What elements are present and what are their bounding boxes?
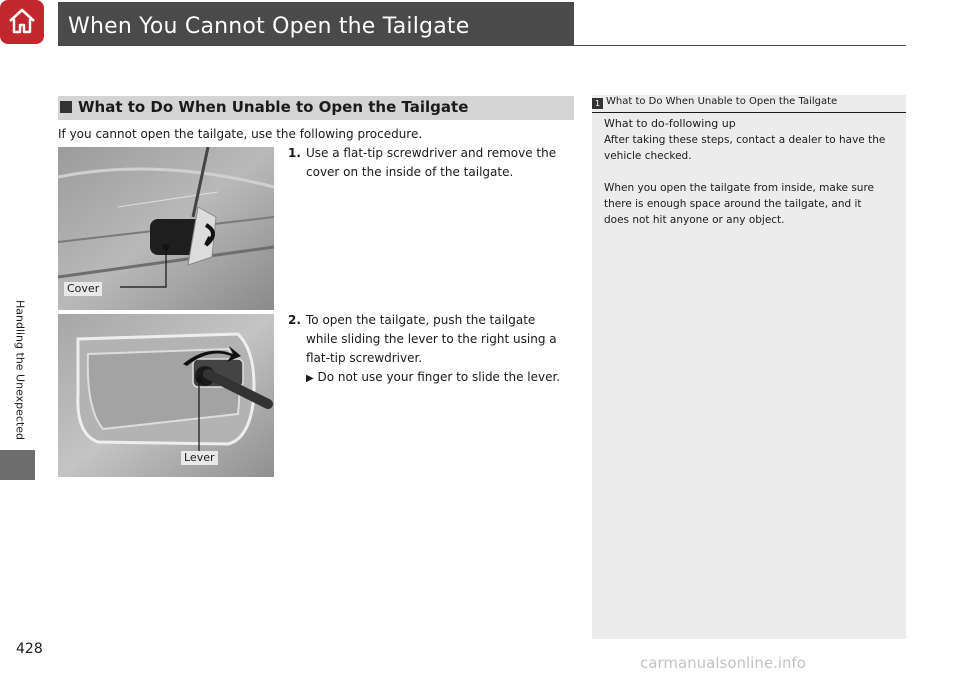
note-para2-line2: there is enough space around the tailgate, and it [604,198,862,210]
note-para2-line3: does not hit anyone or any object. [604,214,785,226]
home-icon [7,6,37,36]
note-para2-line1: When you open the tailgate from inside, make sure [604,182,875,194]
figure-lever [58,314,274,477]
note-reference-icon: 1 [592,98,603,109]
step-2-subnote [306,368,588,388]
step-2-line-1: To open the tailgate, push the tailgate [306,313,536,327]
lever-label: Lever [181,451,218,465]
chapter-tab[interactable] [6,290,34,450]
section-heading [58,96,574,120]
step-2 [288,311,588,388]
cover-label: Cover [64,282,102,296]
section-marker-icon [60,101,72,113]
chapter-tab-marker [0,450,35,480]
note-para1-line1: After taking these steps, contact a dealer to have the [604,134,886,146]
note-para1-line2: vehicle checked. [604,150,692,162]
tailgate-lever-illustration [58,314,274,477]
step-2-line-2: while sliding the lever to the right using a [306,332,557,346]
note-body [604,116,900,228]
step-1-line-1: Use a flat-tip screwdriver and remove the [306,146,557,160]
page-number: 428 [16,641,43,657]
triangle-right-icon: ▶ [306,373,314,384]
step-2-subnote-text: Do not use your finger to slide the lever. [317,370,561,384]
page-title: When You Cannot Open the Tailgate [68,14,470,39]
title-rule [574,45,906,46]
intro-text: If you cannot open the tailgate, use the following procedure. [58,127,423,141]
home-button[interactable] [0,0,44,44]
step-1-number: 1. [288,146,301,160]
note-title: What to do-following up [604,117,736,130]
watermark: carmanualsonline.info [640,654,806,672]
note-heading [592,96,906,113]
chapter-tab-label: Handling the Unexpected [13,299,27,441]
note-heading-text: What to Do When Unable to Open the Tailgate [606,96,838,107]
step-1-line-2: cover on the inside of the tailgate. [306,165,514,179]
step-1 [288,144,578,182]
step-2-number: 2. [288,313,301,327]
step-2-line-3: flat-tip screwdriver. [306,351,423,365]
section-heading-text: What to Do When Unable to Open the Tailgate [78,98,469,116]
